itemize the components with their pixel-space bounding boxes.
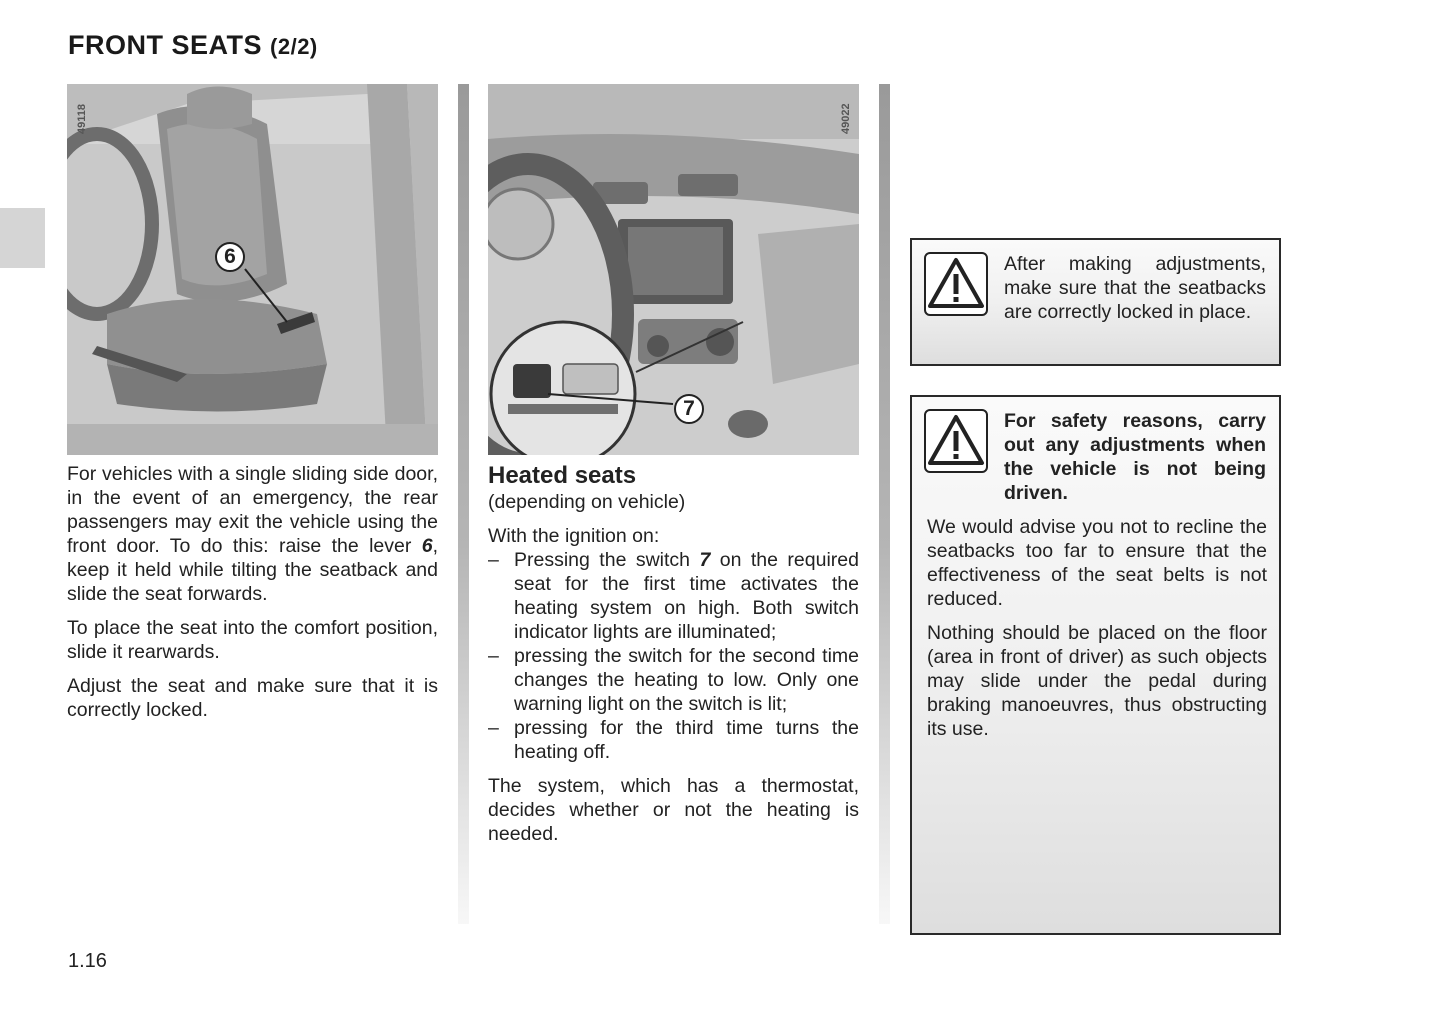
- paragraph-emergency-exit: [67, 462, 438, 606]
- page-title: [68, 30, 318, 61]
- dashboard-illustration: [488, 84, 859, 455]
- list-item: – pressing the switch for the second time changes the heating to low. Only one warning light on the switch is lit;: [488, 644, 859, 716]
- warning2-p2: Nothing should be placed on the floor (area in front of driver) as such objects may slide under the pedal during braking manoeuvres, thus obstructing its use.: [927, 622, 1267, 740]
- dashboard-drawing: [488, 84, 859, 455]
- item1-start: Pressing the switch: [514, 549, 691, 571]
- warning-box-seatbacks-locked: [910, 238, 1281, 366]
- warning-box-safety: [910, 395, 1281, 935]
- page-title-suffix: (2/2): [270, 34, 318, 59]
- warning2-p1: We would advise you not to recline the seatbacks too far to ensure that the effectiveness of the seat belts is not reduced.: [927, 516, 1267, 610]
- list-item: [488, 548, 859, 644]
- heated-seats-thermostat: The system, which has a thermostat, decides whether or not the heating is needed.: [488, 775, 859, 845]
- heated-seats-heading: Heated seats: [488, 462, 637, 489]
- image-ref-49022: 49022: [840, 103, 852, 134]
- warning2-body: [927, 515, 1267, 741]
- warning-triangle-icon: [924, 409, 988, 473]
- item1-ref: 7: [699, 549, 711, 571]
- item1-end: on the required seat for the first time activates the heating system on high. Both switch indicator lights are illuminated;: [514, 549, 859, 643]
- page-number: 1.16: [68, 950, 107, 972]
- section-tab: [0, 208, 45, 268]
- middle-column-text: [488, 462, 859, 856]
- column-divider-left: [458, 84, 469, 924]
- paragraph-adjust-seat: Adjust the seat and make sure that it is correctly locked.: [67, 675, 438, 721]
- heated-seats-intro: With the ignition on:: [488, 525, 660, 547]
- callout-7: 7: [674, 394, 704, 424]
- column-divider-right: [879, 84, 890, 924]
- list-item: – pressing for the third time turns the heating off.: [488, 716, 859, 764]
- p1-start: For vehicles with a single sliding side door, in the event of an emergency, the rear passengers may exit the vehicle using the front door. To do this: raise the lever: [67, 463, 438, 557]
- seat-illustration-drawing: [67, 84, 438, 455]
- page-title-text: FRONT SEATS: [68, 30, 262, 60]
- warning1-text: After making adjustments, make sure that the seatbacks are correctly locked in place.: [1004, 253, 1266, 323]
- p1-end: , keep it held while tilting the seatback and slide the seat forwards.: [67, 535, 438, 605]
- left-column-text: [67, 462, 438, 732]
- callout-6: 6: [215, 242, 245, 272]
- warning-triangle-icon: [924, 252, 988, 316]
- heated-seats-subheading: (depending on vehicle): [488, 491, 686, 513]
- seat-lever-illustration: [67, 84, 438, 455]
- p1-ref: 6: [421, 535, 433, 557]
- heated-seats-steps: [488, 548, 859, 764]
- image-ref-49118: 49118: [76, 104, 88, 134]
- warning2-bold-text: For safety reasons, carry out any adjustments when the vehicle is not being driven.: [1004, 410, 1266, 504]
- paragraph-comfort-position: To place the seat into the comfort position, slide it rearwards.: [67, 617, 438, 663]
